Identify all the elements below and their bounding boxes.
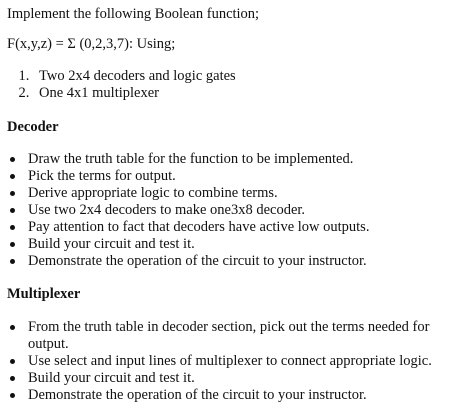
multiplexer-step: Use select and input lines of multiplexer to connect appropriate logic. [7,353,466,370]
decoder-step: Derive appropriate logic to combine terms. [7,185,466,202]
intro-text: Implement the following Boolean function; [7,6,260,22]
multiplexer-heading: Multiplexer [7,286,81,302]
multiplexer-step: From the truth table in decoder section, pick out the terms needed for output. [7,319,448,353]
decoder-step: Build your circuit and test it. [7,236,466,253]
boolean-function: F(x,y,z) = Σ (0,2,3,7): Using; [7,36,176,52]
option-decoders: 1. Two 2x4 decoders and logic gates [33,68,466,85]
implementation-options [7,68,466,102]
multiplexer-step: Demonstrate the operation of the circuit to your instructor. [7,387,466,404]
decoder-heading: Decoder [7,119,59,135]
decoder-step: Pay attention to fact that decoders have active low outputs. [7,219,466,236]
multiplexer-steps [7,319,466,404]
multiplexer-step: Build your circuit and test it. [7,370,466,387]
decoder-steps [7,151,466,270]
decoder-step: Draw the truth table for the function to be implemented. [7,151,466,168]
decoder-step: Demonstrate the operation of the circuit to your instructor. [7,253,466,270]
decoder-step: Pick the terms for output. [7,168,466,185]
decoder-step: Use two 2x4 decoders to make one3x8 decoder. [7,202,466,219]
option-multiplexer: 2. One 4x1 multiplexer [33,85,466,102]
